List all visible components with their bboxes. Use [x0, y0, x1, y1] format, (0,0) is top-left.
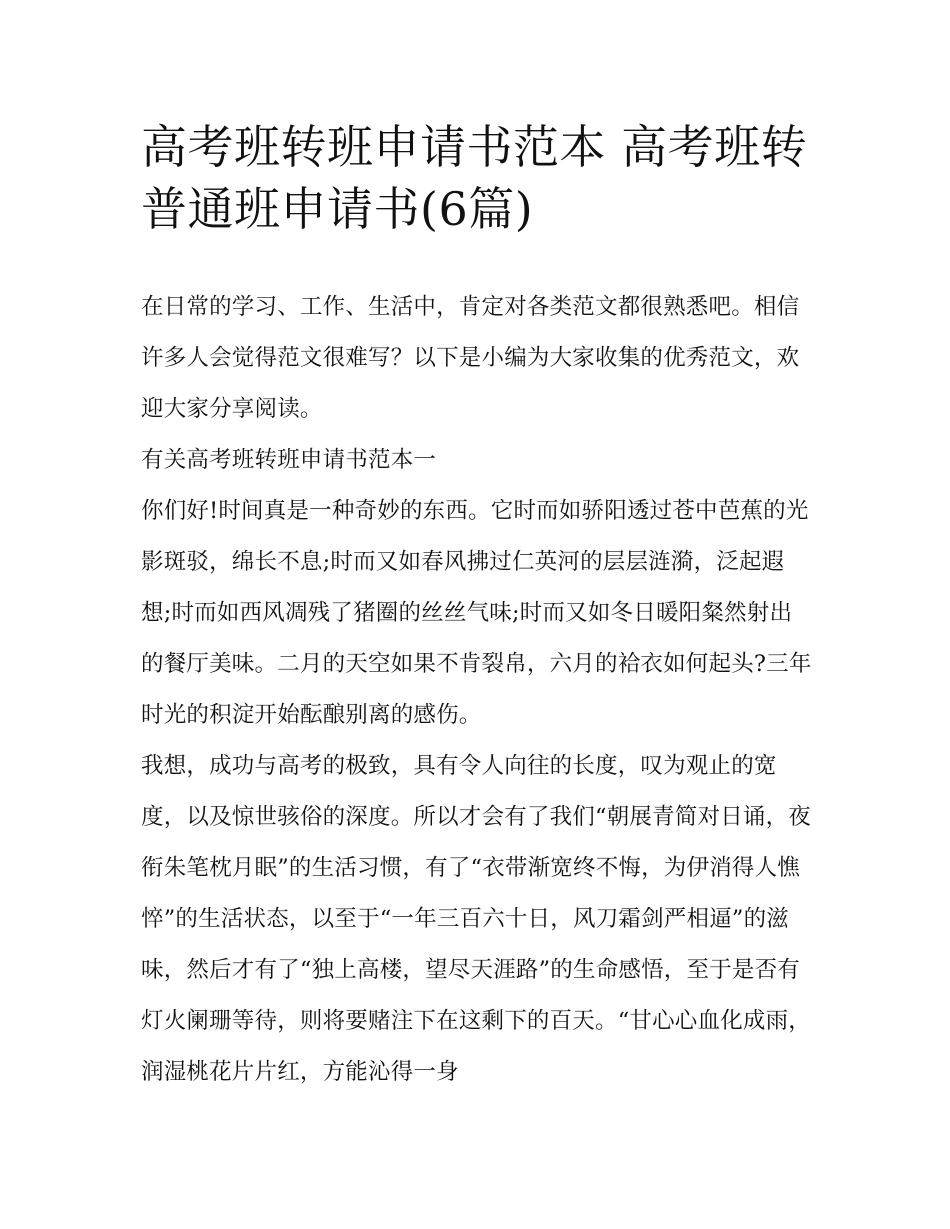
intro-paragraph: 在日常的学习、工作、生活中，肯定对各类范文都很熟悉吧。相信许多人会觉得范文很难写？以下是小编为大家收集的优秀范文，欢迎大家分享阅读。 [141, 294, 800, 422]
body-paragraph: 你们好!时间真是一种奇妙的东西。它时而如骄阳透过苍中芭蕉的光影斑驳，绵长不息;时而又如春风拂过仁英河的层层涟漪，泛起遐想;时而如西风凋残了猪圈的丝丝气味;时而又如冬日暖阳粲然射出的餐厅美味。二月的天空如果不肯裂帛，六月的袷衣如何起头?三年时光的积淀开始酝酿别离的感伤。 [141, 498, 812, 728]
document-body [141, 282, 813, 1098]
section-heading: 有关高考班转班申请书范本一 [141, 447, 437, 473]
document-title: 高考班转班申请书范本 高考班转普通班申请书(6篇) [141, 120, 808, 236]
body-paragraph: 我想，成功与高考的极致，具有令人向往的长度，叹为观止的宽度，以及惊世骇俗的深度。所以才会有了我们“朝展青简对日诵，夜衔朱笔枕月眠”的生活习惯，有了“衣带渐宽终不悔，为伊消得人憔悴”的生活状态，以至于“一年三百六十日，风刀霜剑严相逼”的滋味，然后才有了“独上高楼，望尽天涯路”的生命感悟，至于是否有灯火阑珊等待，则将要赌注下在这剩下的百天。“甘心心血化成雨，润湿桃花片片红，方能沁得一身 [141, 753, 812, 1085]
